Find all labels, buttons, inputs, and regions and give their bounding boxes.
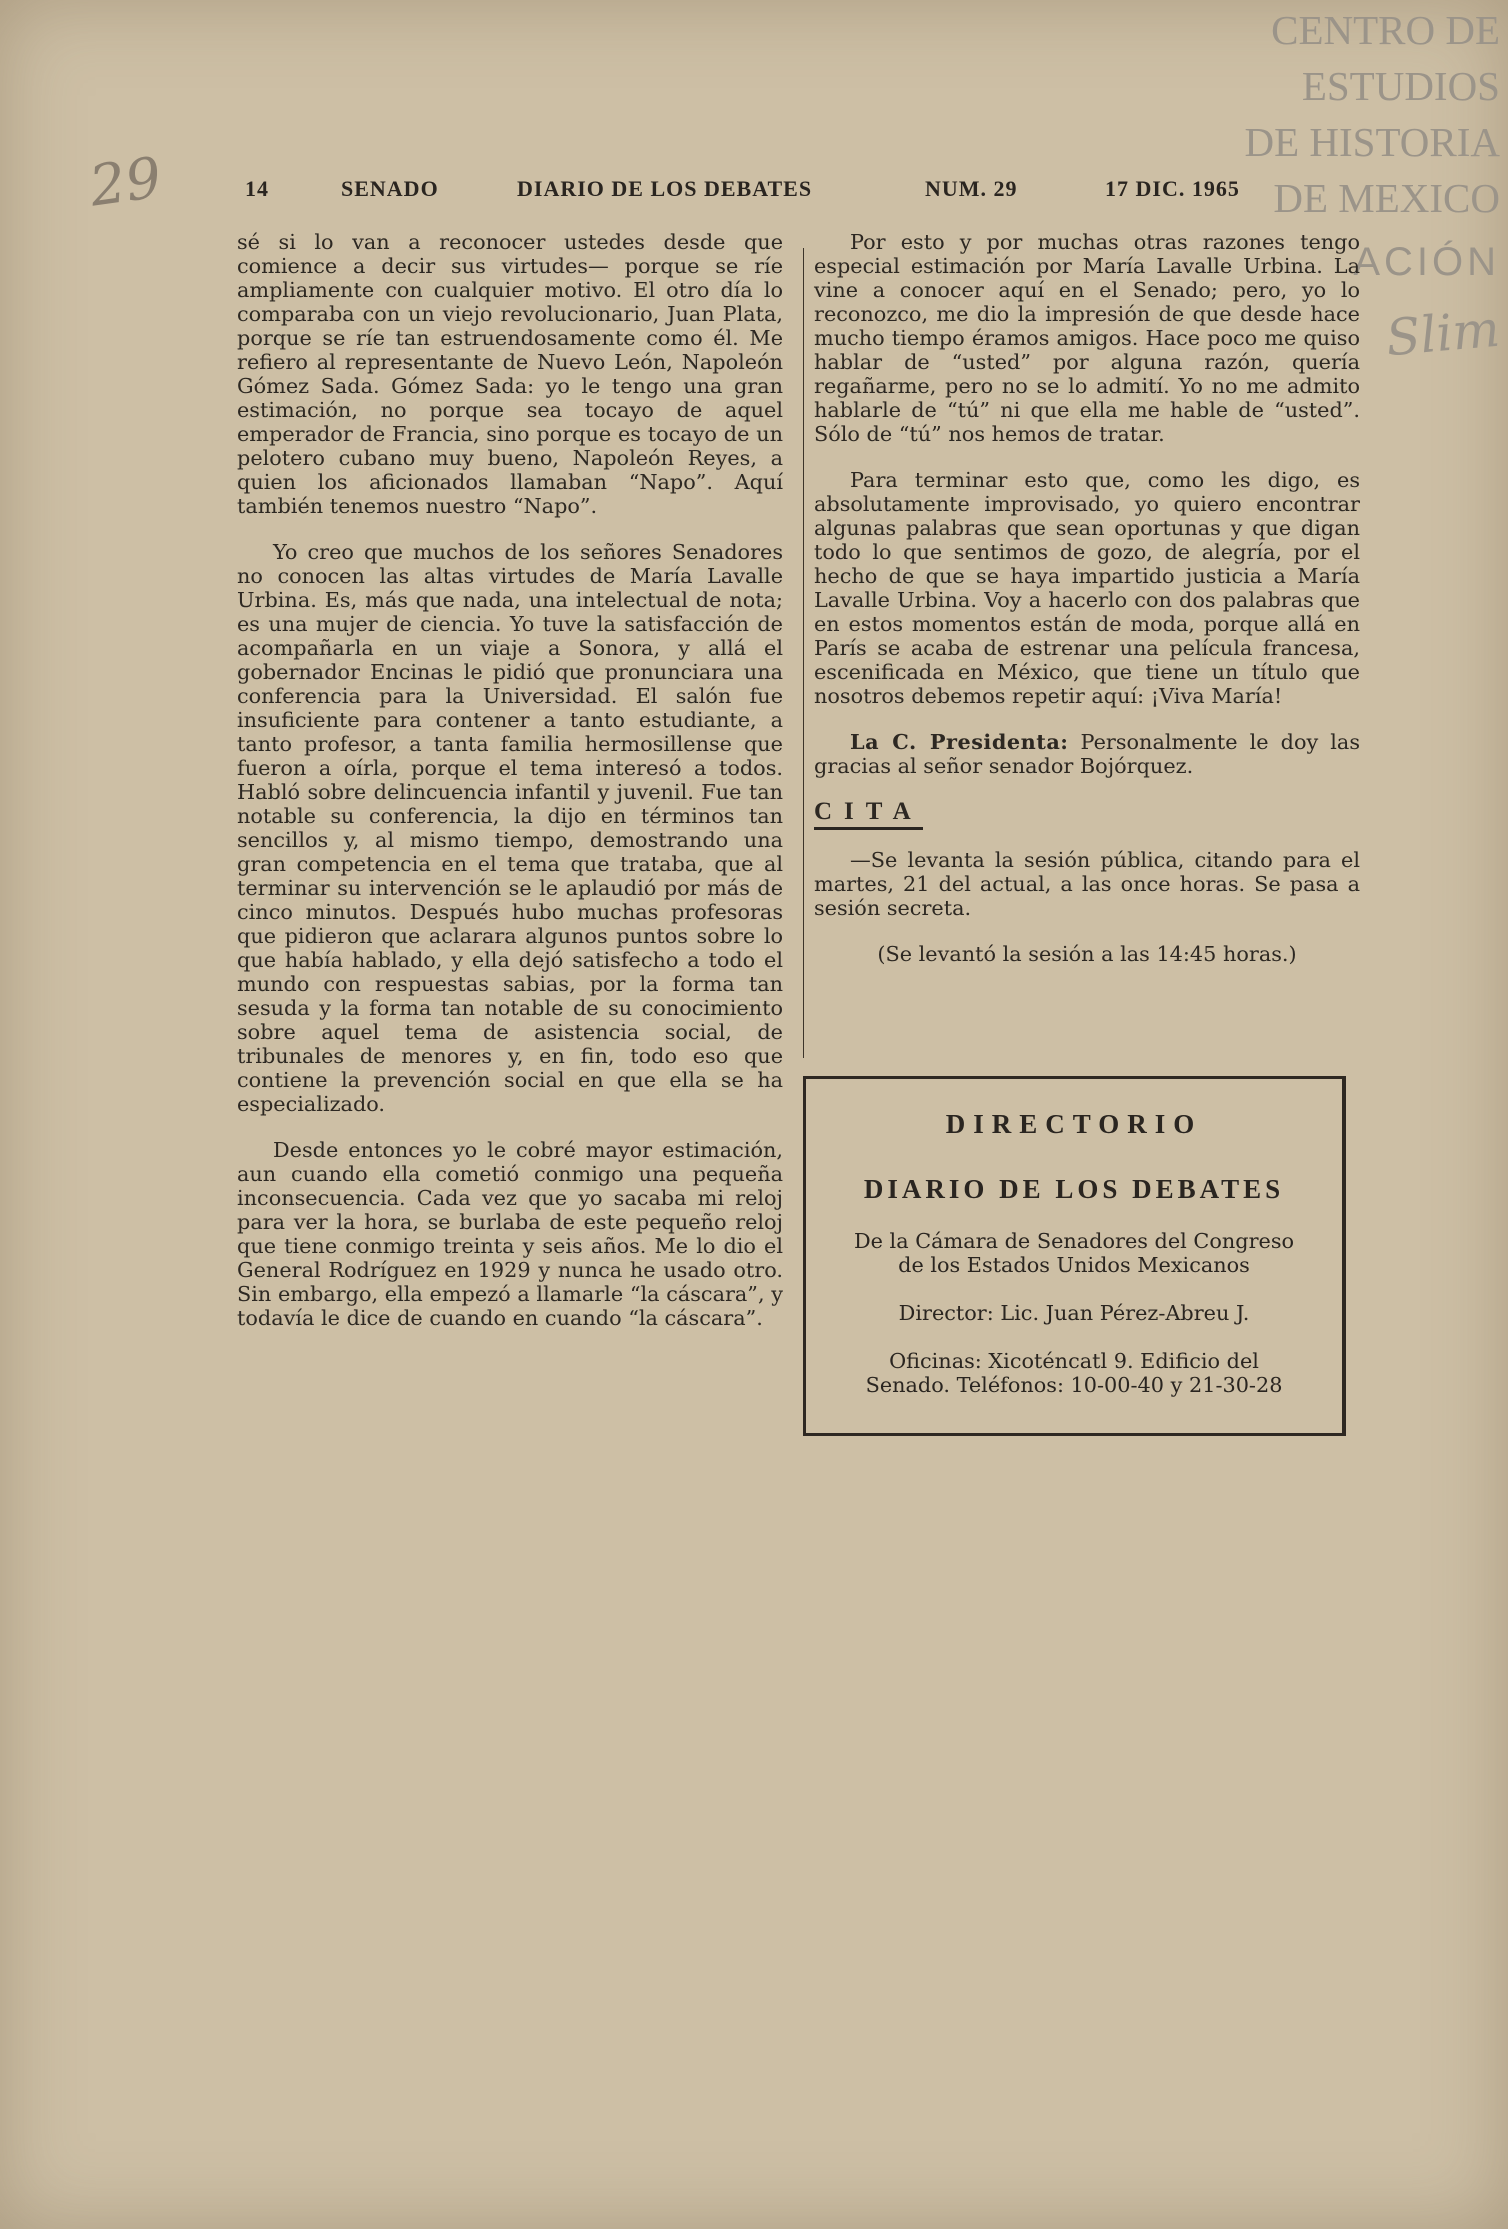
issue-number: NUM. 29 — [925, 176, 1018, 201]
column-divider — [803, 248, 804, 1058]
watermark-line: DE HISTORIA — [1244, 119, 1500, 165]
foundation-signature: Slim — [1383, 299, 1503, 368]
directory-line: De la Cámara de Senadores del Congreso — [853, 1229, 1295, 1253]
directory-director: Director: Lic. Juan Pérez-Abreu J. — [898, 1301, 1250, 1325]
chamber-label: SENADO — [341, 176, 439, 201]
directory-title: DIRECTORIO — [945, 1109, 1203, 1139]
section-title-cita: CITA — [814, 800, 923, 830]
paragraph: Desde entonces yo le cobré mayor estimación, aun cuando ella cometió conmigo una pequeña inconsecuencia. Cada vez que yo sacaba mi reloj para ver la hora, se burlaba de este pequeño reloj que tiene conmigo treinta y seis años. Me lo dio el General Rodríguez en 1929 y nunca he usado otro. Sin embargo, ella empezó a llamarle “la cáscara”, y todavía le dice de cuando en cuando “la cáscara”. — [237, 1138, 783, 1330]
paragraph: sé si lo van a reconocer ustedes desde que comience a decir sus virtudes— porque se ríe ampliamente con cualquier motivo. El otro día lo comparaba con un viejo revolucionario, Juan Plata, porque se ríe tan estruendosamente como él. Me refiero al representante de Nuevo León, Napoleón Gómez Sada. Gómez Sada: yo le tengo una gran estimación, no porque sea tocayo de aquel emperador de Francia, sino porque es tocayo de un pelotero cubano muy bueno, Napoleón Reyes, a quien los aficionados llamaban “Napo”. Aquí también tenemos nuestro “Napo”. — [237, 230, 783, 518]
page-header — [245, 176, 1255, 208]
directory-phones: Senado. Teléfonos: 10-00-40 y 21-30-28 — [865, 1373, 1283, 1397]
directory-box — [803, 1076, 1346, 1436]
publication-title: DIARIO DE LOS DEBATES — [517, 176, 813, 201]
page-number: 14 — [245, 176, 269, 201]
foundation-stamp: ACIÓN — [1353, 240, 1500, 284]
left-column — [237, 230, 783, 1352]
watermark-line: CENTRO DE — [1271, 7, 1500, 53]
right-column — [814, 230, 1360, 988]
watermark-line: ESTUDIOS — [1301, 63, 1500, 109]
president-remark — [814, 730, 1360, 778]
directory-line: de los Estados Unidos Mexicanos — [898, 1253, 1250, 1277]
directory-offices: Oficinas: Xicoténcatl 9. Edificio del — [889, 1349, 1259, 1373]
paragraph: —Se levanta la sesión pública, citando para el martes, 21 del actual, a las once horas. Se pasa a sesión secreta. — [814, 848, 1360, 920]
directory-publication-name: DIARIO DE LOS DEBATES — [863, 1174, 1285, 1204]
speaker-label: La C. Presidenta: — [850, 729, 1069, 754]
paragraph: Por esto y por muchas otras razones tengo especial estimación por María Lavalle Urbina. La vine a conocer aquí en el Senado; pero, yo lo reconozco, me dio la impresión de que desde hace mucho tiempo éramos amigos. Hace poco me quiso hablar de “usted” por alguna razón, quería regañarme, pero no se lo admití. Yo no me admito hablarle de “tú” ni que ella me hable de “usted”. Sólo de “tú” nos hemos de tratar. — [814, 230, 1360, 446]
handwritten-page-note: 29 — [85, 145, 166, 220]
adjournment-note: (Se levantó la sesión a las 14:45 horas.) — [877, 942, 1297, 966]
speaker-text: Personalmente le doy las gracias al señor senador Bojórquez. — [814, 730, 1360, 778]
watermark-line: DE MEXICO — [1273, 175, 1500, 221]
paragraph: Yo creo que muchos de los señores Senadores no conocen las altas virtudes de María Lavalle Urbina. Es, más que nada, una intelectual de nota; es una mujer de ciencia. Yo tuve la satisfacción de acompañarla en un viaje a Sonora, y allá el gobernador Encinas le pidió que pronunciara una conferencia para la Universidad. El salón fue insuficiente para contener a tanto estudiante, a tanto profesor, a tanta familia hermosillense que fueron a oírla, porque el tema interesó a todos. Habló sobre delincuencia infantil y juvenil. Fue tan notable su conferencia, la dijo en términos tan sencillos y, al mismo tiempo, demostrando una gran competencia en el tema que trataba, que al terminar su intervención se le aplaudió por más de cinco minutos. Después hubo muchas profesoras que pidieron que aclarara algunos puntos sobre lo que había hablado, y ella dejó satisfecho a todo el mundo con respuestas sabias, por la forma tan sesuda y la forma tan notable de su conocimiento sobre aquel tema de asistencia social, de tribunales de menores y, en fin, todo eso que contiene la prevención social en que ella se ha especializado. — [237, 540, 783, 1116]
paragraph: Para terminar esto que, como les digo, es absolutamente improvisado, yo quiero encontrar algunas palabras que sean oportunas y que digan todo lo que sentimos de gozo, de alegría, por el hecho de que se haya impartido justicia a María Lavalle Urbina. Voy a hacerlo con dos palabras que en estos momentos están de moda, porque allá en París se acaba de estrenar una película francesa, escenificada en México, que tiene un título que nosotros debemos repetir aquí: ¡Viva María! — [814, 468, 1360, 708]
issue-date: 17 DIC. 1965 — [1105, 176, 1240, 201]
